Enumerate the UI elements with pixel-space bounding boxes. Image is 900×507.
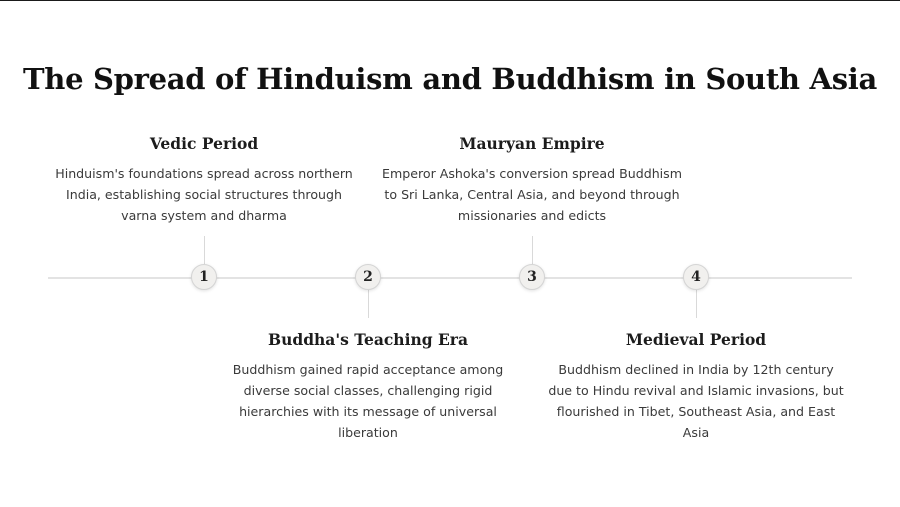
event-buddhas-teaching-era xyxy=(218,330,518,443)
event-title: Mauryan Empire xyxy=(459,134,605,153)
event-description: Buddhism declined in India by 12th century due to Hindu revival and Islamic invasions, but flourished in Tibet, Southeast Asia, and East Asia xyxy=(548,362,844,440)
timeline-node-1: 1 xyxy=(191,264,217,290)
timeline-node-3: 3 xyxy=(519,264,545,290)
page-title: The Spread of Hinduism and Buddhism in South Asia xyxy=(23,62,877,96)
connector-3 xyxy=(532,236,533,264)
connector-4 xyxy=(696,290,697,318)
timeline-node-2: 2 xyxy=(355,264,381,290)
event-mauryan-empire xyxy=(382,134,682,226)
event-description: Emperor Ashoka's conversion spread Buddhism to Sri Lanka, Central Asia, and beyond through missionaries and edicts xyxy=(382,166,683,223)
event-title: Vedic Period xyxy=(149,134,259,153)
connector-2 xyxy=(368,290,369,318)
event-vedic-period xyxy=(54,134,354,226)
timeline-node-4: 4 xyxy=(683,264,709,290)
event-medieval-period xyxy=(546,330,846,443)
event-title: Medieval Period xyxy=(625,330,767,349)
connector-1 xyxy=(204,236,205,264)
event-description: Buddhism gained rapid acceptance among diverse social classes, challenging rigid hierarchies with its message of universal liberation xyxy=(232,362,504,440)
event-description: Hinduism's foundations spread across northern India, establishing social structures through varna system and dharma xyxy=(55,166,353,223)
timeline-axis xyxy=(48,277,852,279)
top-border xyxy=(0,0,900,1)
event-title: Buddha's Teaching Era xyxy=(267,330,468,349)
